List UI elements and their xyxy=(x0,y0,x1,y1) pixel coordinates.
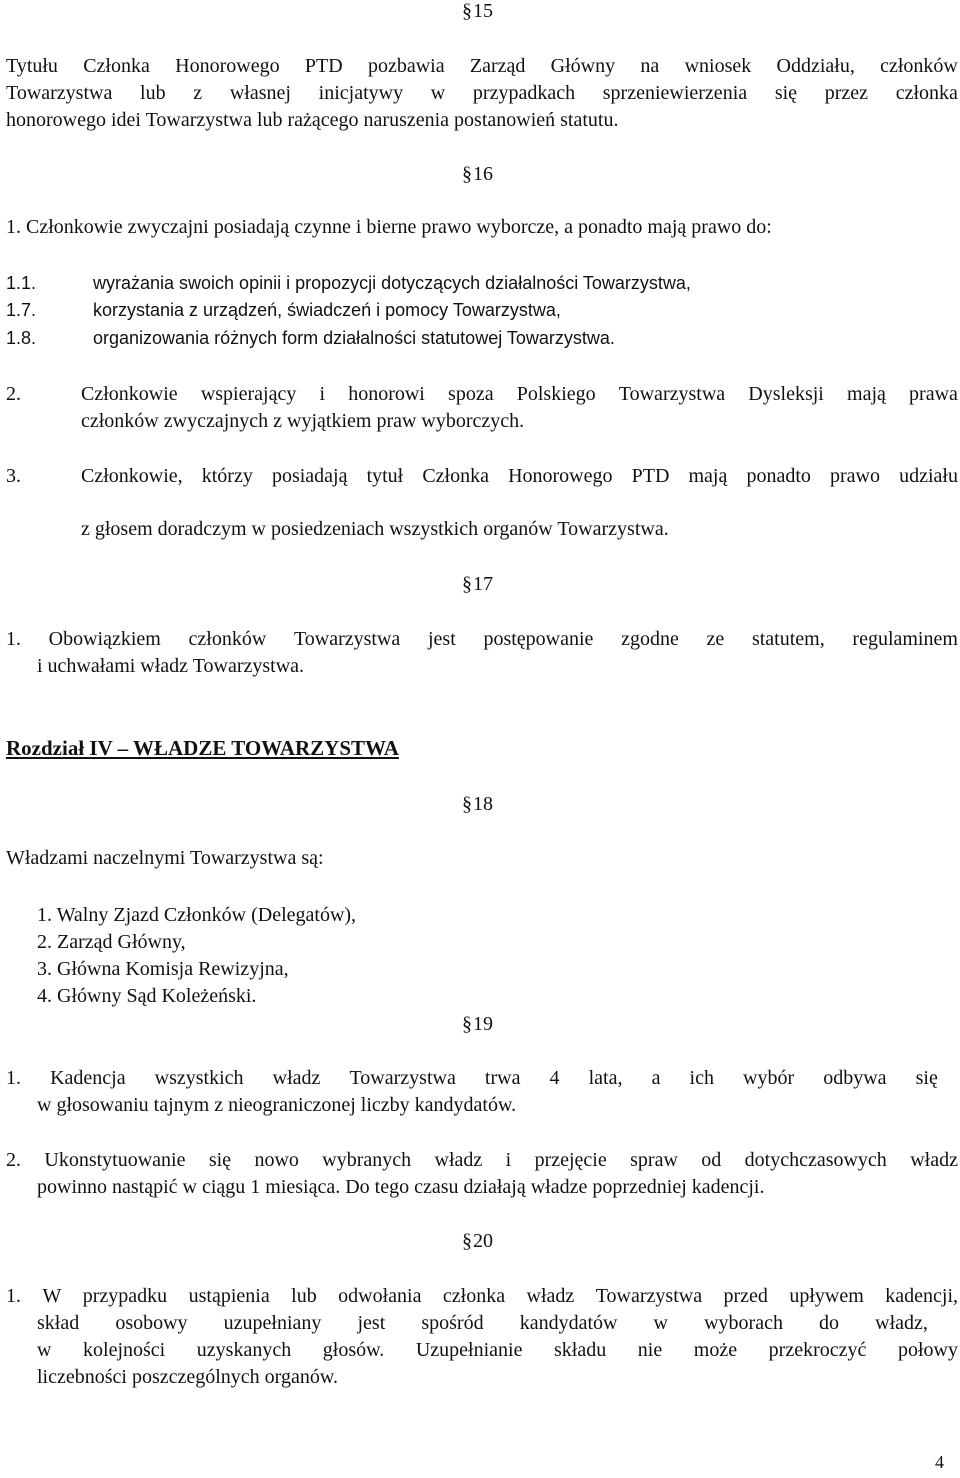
word: Członkowie, xyxy=(81,465,183,487)
word: od xyxy=(701,1149,722,1171)
word: ponadto xyxy=(746,465,811,487)
p20-line-2 xyxy=(37,1310,928,1337)
p16-item-2-number: 2. xyxy=(6,383,21,405)
word: ich xyxy=(689,1067,714,1089)
word: kolejności xyxy=(83,1339,166,1361)
word: uzupełniany xyxy=(223,1312,322,1334)
word: kandydatów xyxy=(519,1312,618,1334)
word: którzy xyxy=(201,465,253,487)
word: władz xyxy=(434,1149,483,1171)
word: jest xyxy=(427,628,456,650)
word: trwa xyxy=(484,1067,521,1089)
p16-sub-1-text: wyrażania swoich opinii i propozycji dotyczących działalności Towarzystwa, xyxy=(93,273,691,293)
p16-sub-3-number: 1.8. xyxy=(6,328,37,348)
word: w xyxy=(37,1339,52,1361)
word: Towarzystwa xyxy=(293,628,401,650)
p17-line-2: i uchwałami władz Towarzystwa. xyxy=(37,655,305,677)
word: wszystkich xyxy=(154,1067,244,1089)
word: członków xyxy=(188,628,267,650)
section-15-heading: § 15 xyxy=(462,0,493,25)
word: Ukonstytuowanie xyxy=(44,1149,186,1171)
word: Zarząd xyxy=(469,55,526,77)
word: Towarzystwa xyxy=(618,383,726,405)
word: 2. xyxy=(6,1149,21,1171)
word: lub xyxy=(140,82,166,104)
word: wyborach xyxy=(704,1312,783,1334)
word: przed xyxy=(723,1285,768,1307)
word: uzyskanych xyxy=(196,1339,292,1361)
section-16-heading: § 16 xyxy=(462,161,493,188)
word: Honorowego xyxy=(508,465,613,487)
word: PTD xyxy=(631,465,670,487)
chapter-iv-title: Rozdział IV – WŁADZE TOWARZYSTWA xyxy=(6,736,399,760)
word: składu xyxy=(554,1339,607,1361)
word: regulaminem xyxy=(852,628,958,650)
word: Uzupełnianie xyxy=(415,1339,523,1361)
word: inicjatywy xyxy=(318,82,404,104)
word: prawa xyxy=(909,383,958,405)
word: Obowiązkiem xyxy=(48,628,161,650)
word: z xyxy=(193,82,203,104)
word: się xyxy=(915,1067,938,1089)
word: dotychczasowych xyxy=(744,1149,887,1171)
word: Honorowego xyxy=(175,55,280,77)
p18-intro: Władzami naczelnymi Towarzystwa są: xyxy=(6,847,324,869)
p20-line-4: liczebności poszczególnych organów. xyxy=(37,1366,339,1388)
word: przekroczyć xyxy=(768,1339,867,1361)
word: statutem, xyxy=(751,628,825,650)
word: ustąpienia xyxy=(188,1285,270,1307)
p17-line-1 xyxy=(6,626,958,653)
word: do xyxy=(819,1312,840,1334)
word: władz xyxy=(526,1285,575,1307)
word: może xyxy=(693,1339,738,1361)
section-17-heading: § 17 xyxy=(462,571,493,598)
p16-item-3-number: 3. xyxy=(6,465,21,487)
p16-item-2-line-1 xyxy=(81,381,958,408)
word: upływem xyxy=(789,1285,864,1307)
word: Towarzystwa xyxy=(595,1285,703,1307)
word: Dysleksji xyxy=(748,383,824,405)
word: 1. xyxy=(6,628,21,650)
p16-sub-1-number: 1.1. xyxy=(6,273,37,293)
word: 1. xyxy=(6,1067,21,1089)
p16-item-3-line-1 xyxy=(81,463,958,490)
word: spośród xyxy=(421,1312,484,1334)
p15-line-2 xyxy=(6,80,958,107)
word: się xyxy=(208,1149,232,1171)
word: Oddziału, xyxy=(776,55,855,77)
word: Tytułu xyxy=(6,55,58,77)
p16-item-2-line-2: członków zwyczajnych z wyjątkiem praw wyborczych. xyxy=(81,410,525,432)
word: pozbawia xyxy=(367,55,445,77)
word: i xyxy=(319,383,326,405)
p15-line-3: honorowego idei Towarzystwa lub rażącego naruszenia postanowień statutu. xyxy=(6,109,619,131)
word: w xyxy=(653,1312,668,1334)
word: lub xyxy=(291,1285,317,1307)
p16-sub-2-number: 1.7. xyxy=(6,300,37,320)
word: honorowi xyxy=(348,383,425,405)
word: Towarzystwa xyxy=(349,1067,456,1089)
word: jest xyxy=(357,1312,386,1334)
p19-item-1-line-2: w głosowaniu tajnym z nieograniczonej liczby kandydatów. xyxy=(37,1094,517,1116)
word: Członka xyxy=(83,55,150,77)
p18-item-1: 1. Walny Zjazd Członków (Delegatów), xyxy=(37,904,357,926)
p18-item-2: 2. Zarząd Główny, xyxy=(37,931,186,953)
section-20-heading: § 20 xyxy=(462,1228,493,1255)
word: sprzeniewierzenia xyxy=(602,82,748,104)
word: wybór xyxy=(743,1067,795,1089)
word: tytuł xyxy=(366,465,404,487)
word: Polskiego xyxy=(516,383,596,405)
word: Kadencja xyxy=(50,1067,126,1089)
word: członka xyxy=(442,1285,506,1307)
word: przypadku xyxy=(82,1285,168,1307)
p16-sub-3-text: organizowania różnych form działalności statutowej Towarzystwa. xyxy=(93,328,615,348)
p15-line-1 xyxy=(6,53,958,80)
p16-item-3-line-2: z głosem doradczym w posiedzeniach wszystkich organów Towarzystwa. xyxy=(81,518,669,540)
word: spraw xyxy=(630,1149,678,1171)
word: odbywa xyxy=(823,1067,887,1089)
word: wspierający xyxy=(200,383,297,405)
word: nowo xyxy=(254,1149,299,1171)
word: prawo xyxy=(830,465,880,487)
p16-sub-2-text: korzystania z urządzeń, świadczeń i pomocy Towarzystwa, xyxy=(93,300,561,320)
word: udziału xyxy=(899,465,958,487)
p20-line-3 xyxy=(37,1337,958,1364)
word: Główny xyxy=(550,55,616,77)
p19-item-2-line-2: powinno nastąpić w ciągu 1 miesiąca. Do tego czasu działają władze poprzedniej kadencji. xyxy=(37,1176,765,1198)
word: posiadają xyxy=(271,465,348,487)
p19-item-1-line-1 xyxy=(6,1065,938,1092)
word: Członka xyxy=(422,465,489,487)
word: przypadkach xyxy=(472,82,576,104)
word: władz, xyxy=(875,1312,928,1334)
word: mają xyxy=(847,383,886,405)
word: mają xyxy=(688,465,728,487)
word: skład xyxy=(37,1312,80,1334)
p19-item-2-line-1 xyxy=(6,1147,958,1174)
word: własnej xyxy=(229,82,291,104)
word: głosów. xyxy=(322,1339,385,1361)
word: się xyxy=(774,82,798,104)
p18-item-4: 4. Główny Sąd Koleżeński. xyxy=(37,985,257,1007)
word: odwołania xyxy=(338,1285,422,1307)
word: członków xyxy=(880,55,958,77)
word: lata, xyxy=(588,1067,623,1089)
word: ze xyxy=(706,628,725,650)
word: a xyxy=(651,1067,661,1089)
word: Członkowie xyxy=(81,383,178,405)
word: zgodne xyxy=(621,628,679,650)
page-number: 4 xyxy=(935,1452,944,1472)
word: osobowy xyxy=(115,1312,188,1334)
word: W xyxy=(42,1285,62,1307)
word: spoza xyxy=(448,383,494,405)
word: kadencji, xyxy=(885,1285,958,1307)
word: władz xyxy=(272,1067,321,1089)
section-18-heading: § 18 xyxy=(462,791,493,818)
word: przejęcie xyxy=(534,1149,607,1171)
word: nie xyxy=(637,1339,663,1361)
word: postępowanie xyxy=(483,628,594,650)
word: Towarzystwa xyxy=(6,82,113,104)
word: członka xyxy=(895,82,958,104)
word: wniosek xyxy=(684,55,752,77)
p16-item-1: 1. Członkowie zwyczajni posiadają czynne i bierne prawo wyborcze, a ponadto mają prawo do: xyxy=(6,216,772,238)
word: w xyxy=(430,82,446,104)
word: przez xyxy=(824,82,869,104)
word: 1. xyxy=(6,1285,21,1307)
word: PTD xyxy=(304,55,343,77)
section-19-heading: § 19 xyxy=(462,1011,493,1038)
word: 4 xyxy=(549,1067,560,1089)
p20-line-1 xyxy=(6,1283,958,1310)
word: na xyxy=(640,55,660,77)
word: władz xyxy=(910,1149,958,1171)
p18-item-3: 3. Główna Komisja Rewizyjna, xyxy=(37,958,289,980)
word: połowy xyxy=(897,1339,958,1361)
word: i xyxy=(505,1149,512,1171)
word: wybranych xyxy=(322,1149,412,1171)
